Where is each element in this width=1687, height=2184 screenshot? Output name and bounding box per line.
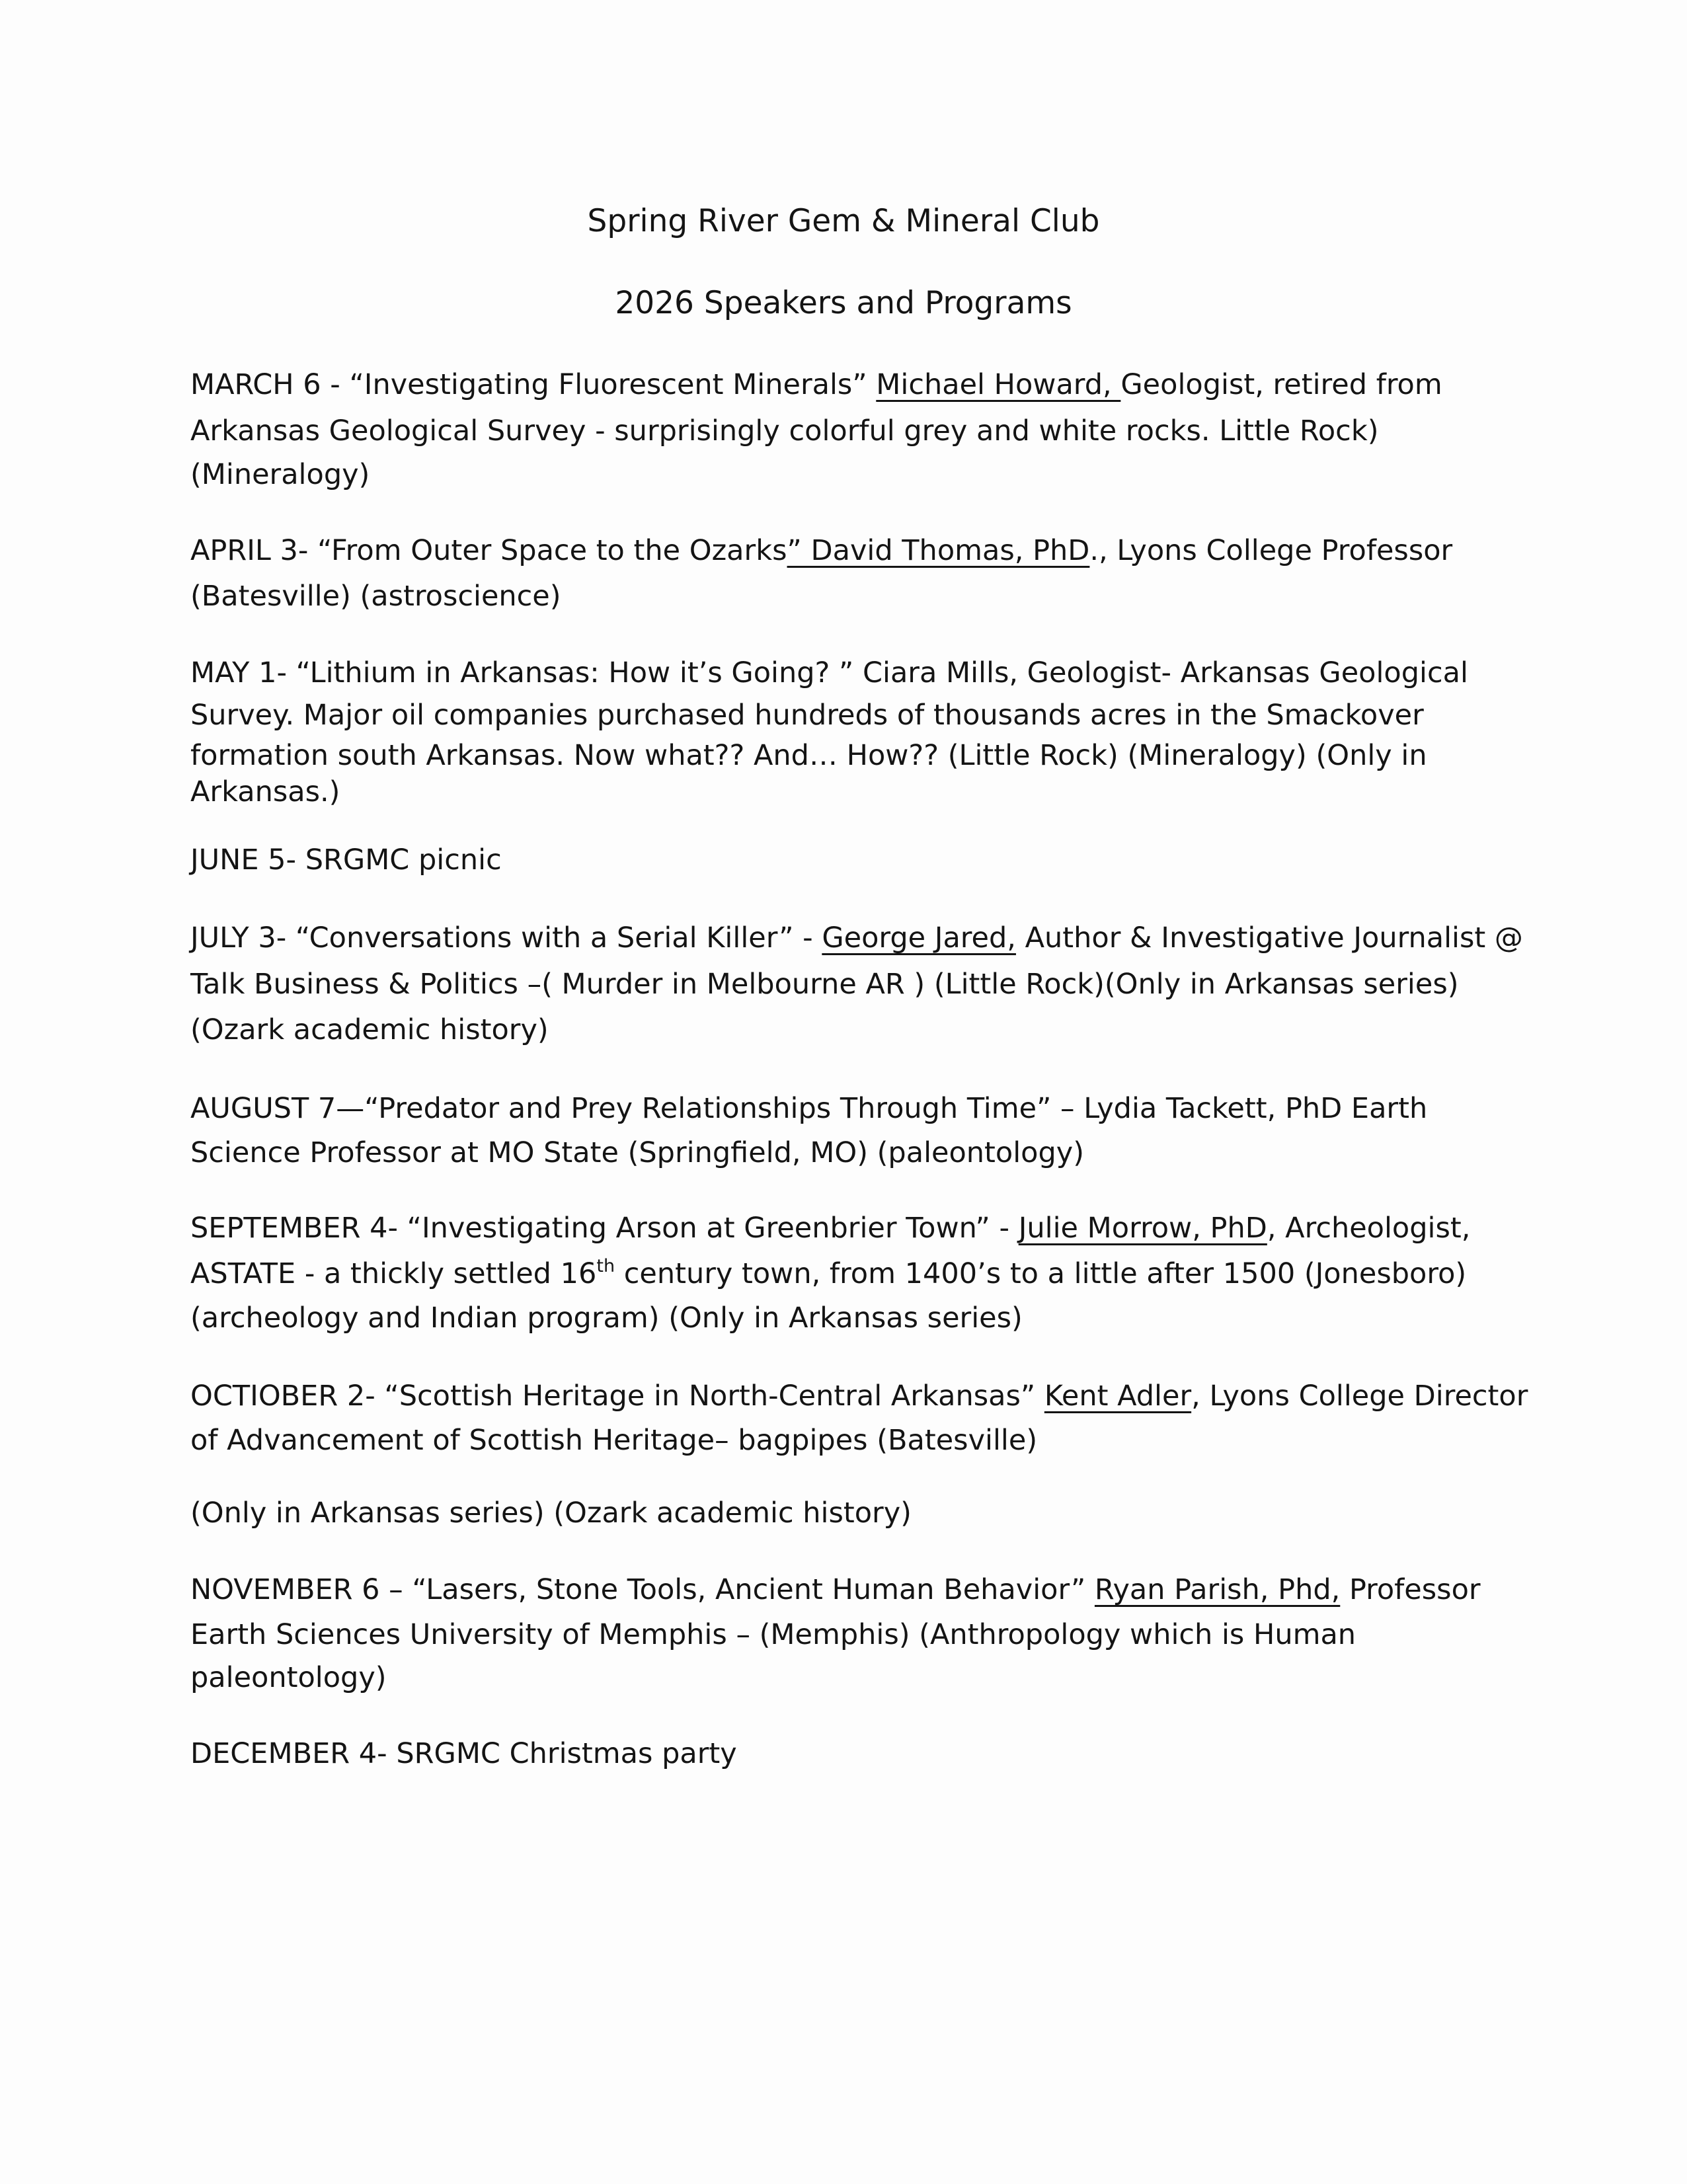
entry-line: (Batesville) (astroscience) [190,580,561,613]
entry-line [190,1378,1528,1415]
entry-text: MARCH 6 - “Investigating Fluorescent Minerals” [190,368,877,401]
entry-text: Geologist, retired from [1120,368,1442,401]
entry-line: (archeology and Indian program) (Only in Arkansas series) [190,1302,1023,1335]
speaker-name: George Jared, [822,921,1016,955]
entry-line [190,532,1452,569]
entry-text: Author & Investigative Journalist @ [1015,921,1523,955]
entry-line [190,366,1442,403]
entry-line: (Ozark academic history) [190,1013,549,1046]
speaker-name: Michael Howard, [876,368,1121,401]
speaker-name: Julie Morrow, PhD [1018,1212,1267,1245]
entry-text: SEPTEMBER 4- “Investigating Arson at Greenbrier Town” - [190,1212,1019,1245]
entry-line: Survey. Major oil companies purchased hundreds of thousands acres in the Smackover [190,699,1424,732]
entry-text: ASTATE - a thickly settled 16 [190,1257,597,1290]
entry-line [190,1210,1470,1247]
entry-line: Earth Sciences University of Memphis – (Memphis) (Anthropology which is Human [190,1618,1356,1651]
entry-line: of Advancement of Scottish Heritage– bagpipes (Batesville) [190,1424,1038,1457]
entry-line: (Only in Arkansas series) (Ozark academic history) [190,1497,912,1530]
entry-line [190,1255,1466,1292]
program-subtitle: 2026 Speakers and Programs [615,285,1072,321]
entry-line: Talk Business & Politics –( Murder in Melbourne AR ) (Little Rock)(Only in Arkansas series) [190,968,1459,1001]
ordinal-suffix: th [596,1255,615,1276]
entry-text: NOVEMBER 6 – “Lasers, Stone Tools, Ancient Human Behavior” [190,1573,1095,1606]
speaker-name: Kent Adler [1044,1380,1192,1413]
speaker-name: Ryan Parish, Phd, [1094,1573,1341,1606]
entry-text: ., Lyons College Professor [1089,534,1453,567]
entry-line: Arkansas.) [190,775,340,808]
entry-text: JULY 3- “Conversations with a Serial Killer” - [190,921,822,955]
entry-line: formation south Arkansas. Now what?? And… How?? (Little Rock) (Mineralogy) (Only in [190,739,1427,772]
entry-line: JUNE 5- SRGMC picnic [190,843,502,877]
entry-line: paleontology) [190,1661,387,1694]
entry-line: (Mineralogy) [190,458,370,491]
entry-text: OCTIOBER 2- “Scottish Heritage in North-Central Arkansas” [190,1380,1044,1413]
entry-text: , Archeologist, [1267,1212,1471,1245]
entry-text: Professor [1340,1573,1481,1606]
club-name-heading: Spring River Gem & Mineral Club [587,203,1100,239]
entry-line: AUGUST 7—“Predator and Prey Relationships Through Time” – Lydia Tackett, PhD Earth [190,1092,1428,1125]
entry-line [190,919,1523,956]
entry-text: , Lyons College Director [1191,1380,1528,1413]
entry-line: Science Professor at MO State (Springfield, MO) (paleontology) [190,1136,1084,1169]
entry-line: Arkansas Geological Survey - surprisingly colorful grey and white rocks. Little Rock) [190,414,1379,448]
entry-text: APRIL 3- “From Outer Space to the Ozarks [190,534,787,567]
entry-text: century town, from 1400’s to a little after 1500 (Jonesboro) [615,1257,1467,1290]
entry-line: DECEMBER 4- SRGMC Christmas party [190,1737,737,1770]
speaker-name: ” David Thomas, PhD [787,534,1090,567]
entry-line: MAY 1- “Lithium in Arkansas: How it’s Going? ” Ciara Mills, Geologist- Arkansas Geological [190,656,1468,689]
entry-line [190,1571,1481,1608]
